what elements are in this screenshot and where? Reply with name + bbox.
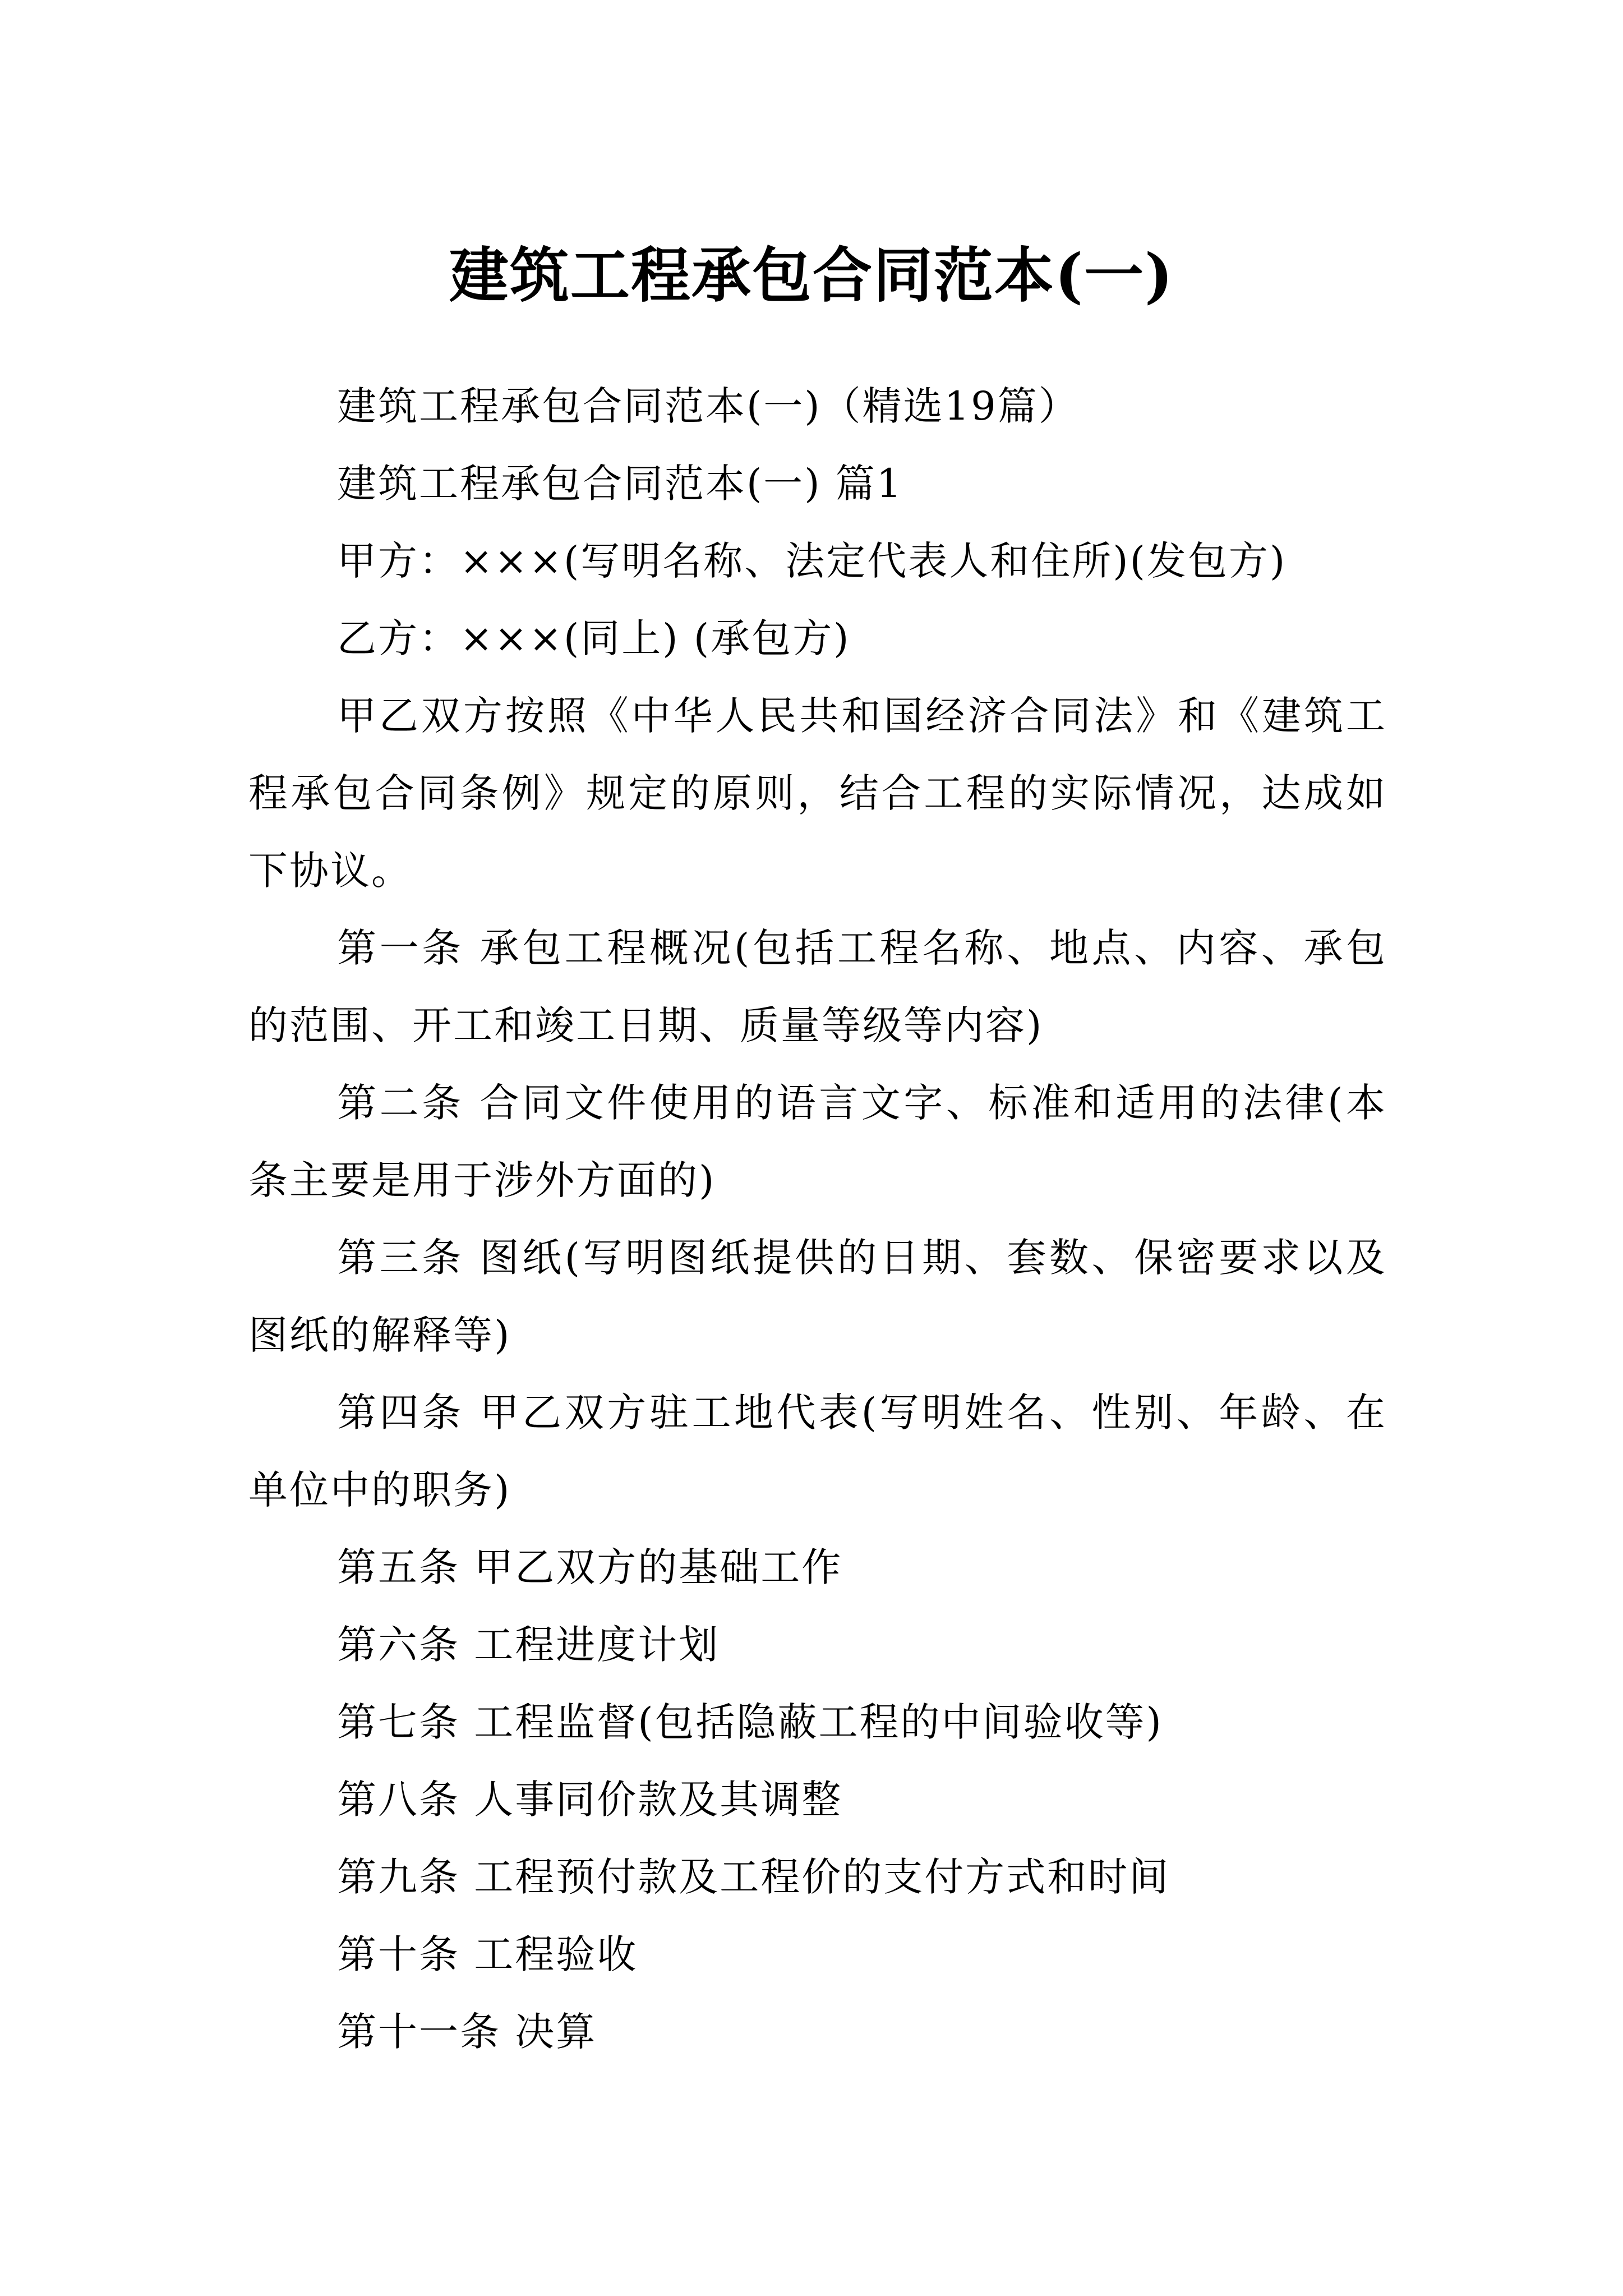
- document-body: [248, 367, 1387, 2070]
- paragraph-subtitle: 建筑工程承包合同范本(一)（精选19篇）: [337, 383, 1080, 429]
- paragraph-article-3: 第三条 图纸(写明图纸提供的日期、套数、保密要求以及图纸的解释等): [248, 1235, 1387, 1358]
- paragraph-article-8: 第八条 人事同价款及其调整: [337, 1777, 843, 1823]
- paragraph-article-6: 第六条 工程进度计划: [337, 1622, 720, 1668]
- paragraph-article-7: 第七条 工程监督(包括隐蔽工程的中间验收等): [337, 1699, 1163, 1745]
- paragraph-article-4: 第四条 甲乙双方驻工地代表(写明姓名、性别、年龄、在单位中的职务): [248, 1389, 1387, 1513]
- paragraph-article-5: 第五条 甲乙双方的基础工作: [337, 1544, 843, 1590]
- paragraph-party-b: 乙方：×××(同上) (承包方): [337, 615, 851, 661]
- document-title: 建筑工程承包合同范本(一): [449, 240, 1174, 311]
- paragraph-article-10: 第十条 工程验收: [337, 1931, 638, 1977]
- paragraph-article-11: 第十一条 决算: [337, 2009, 597, 2055]
- paragraph-article-2: 第二条 合同文件使用的语言文字、标准和适用的法律(本条主要是用于涉外方面的): [248, 1080, 1387, 1203]
- paragraph-party-a: 甲方：×××(写明名称、法定代表人和住所)(发包方): [337, 538, 1287, 584]
- paragraph-section-heading: 建筑工程承包合同范本(一) 篇1: [337, 461, 903, 507]
- paragraph-article-1: 第一条 承包工程概况(包括工程名称、地点、内容、承包的范围、开工和竣工日期、质量等级等内容): [248, 925, 1387, 1048]
- paragraph-preamble: 甲乙双方按照《中华人民共和国经济合同法》和《建筑工程承包合同条例》规定的原则，结合工程的实际情况，达成如下协议。: [248, 693, 1387, 894]
- paragraph-article-9: 第九条 工程预付款及工程价的支付方式和时间: [337, 1854, 1170, 1900]
